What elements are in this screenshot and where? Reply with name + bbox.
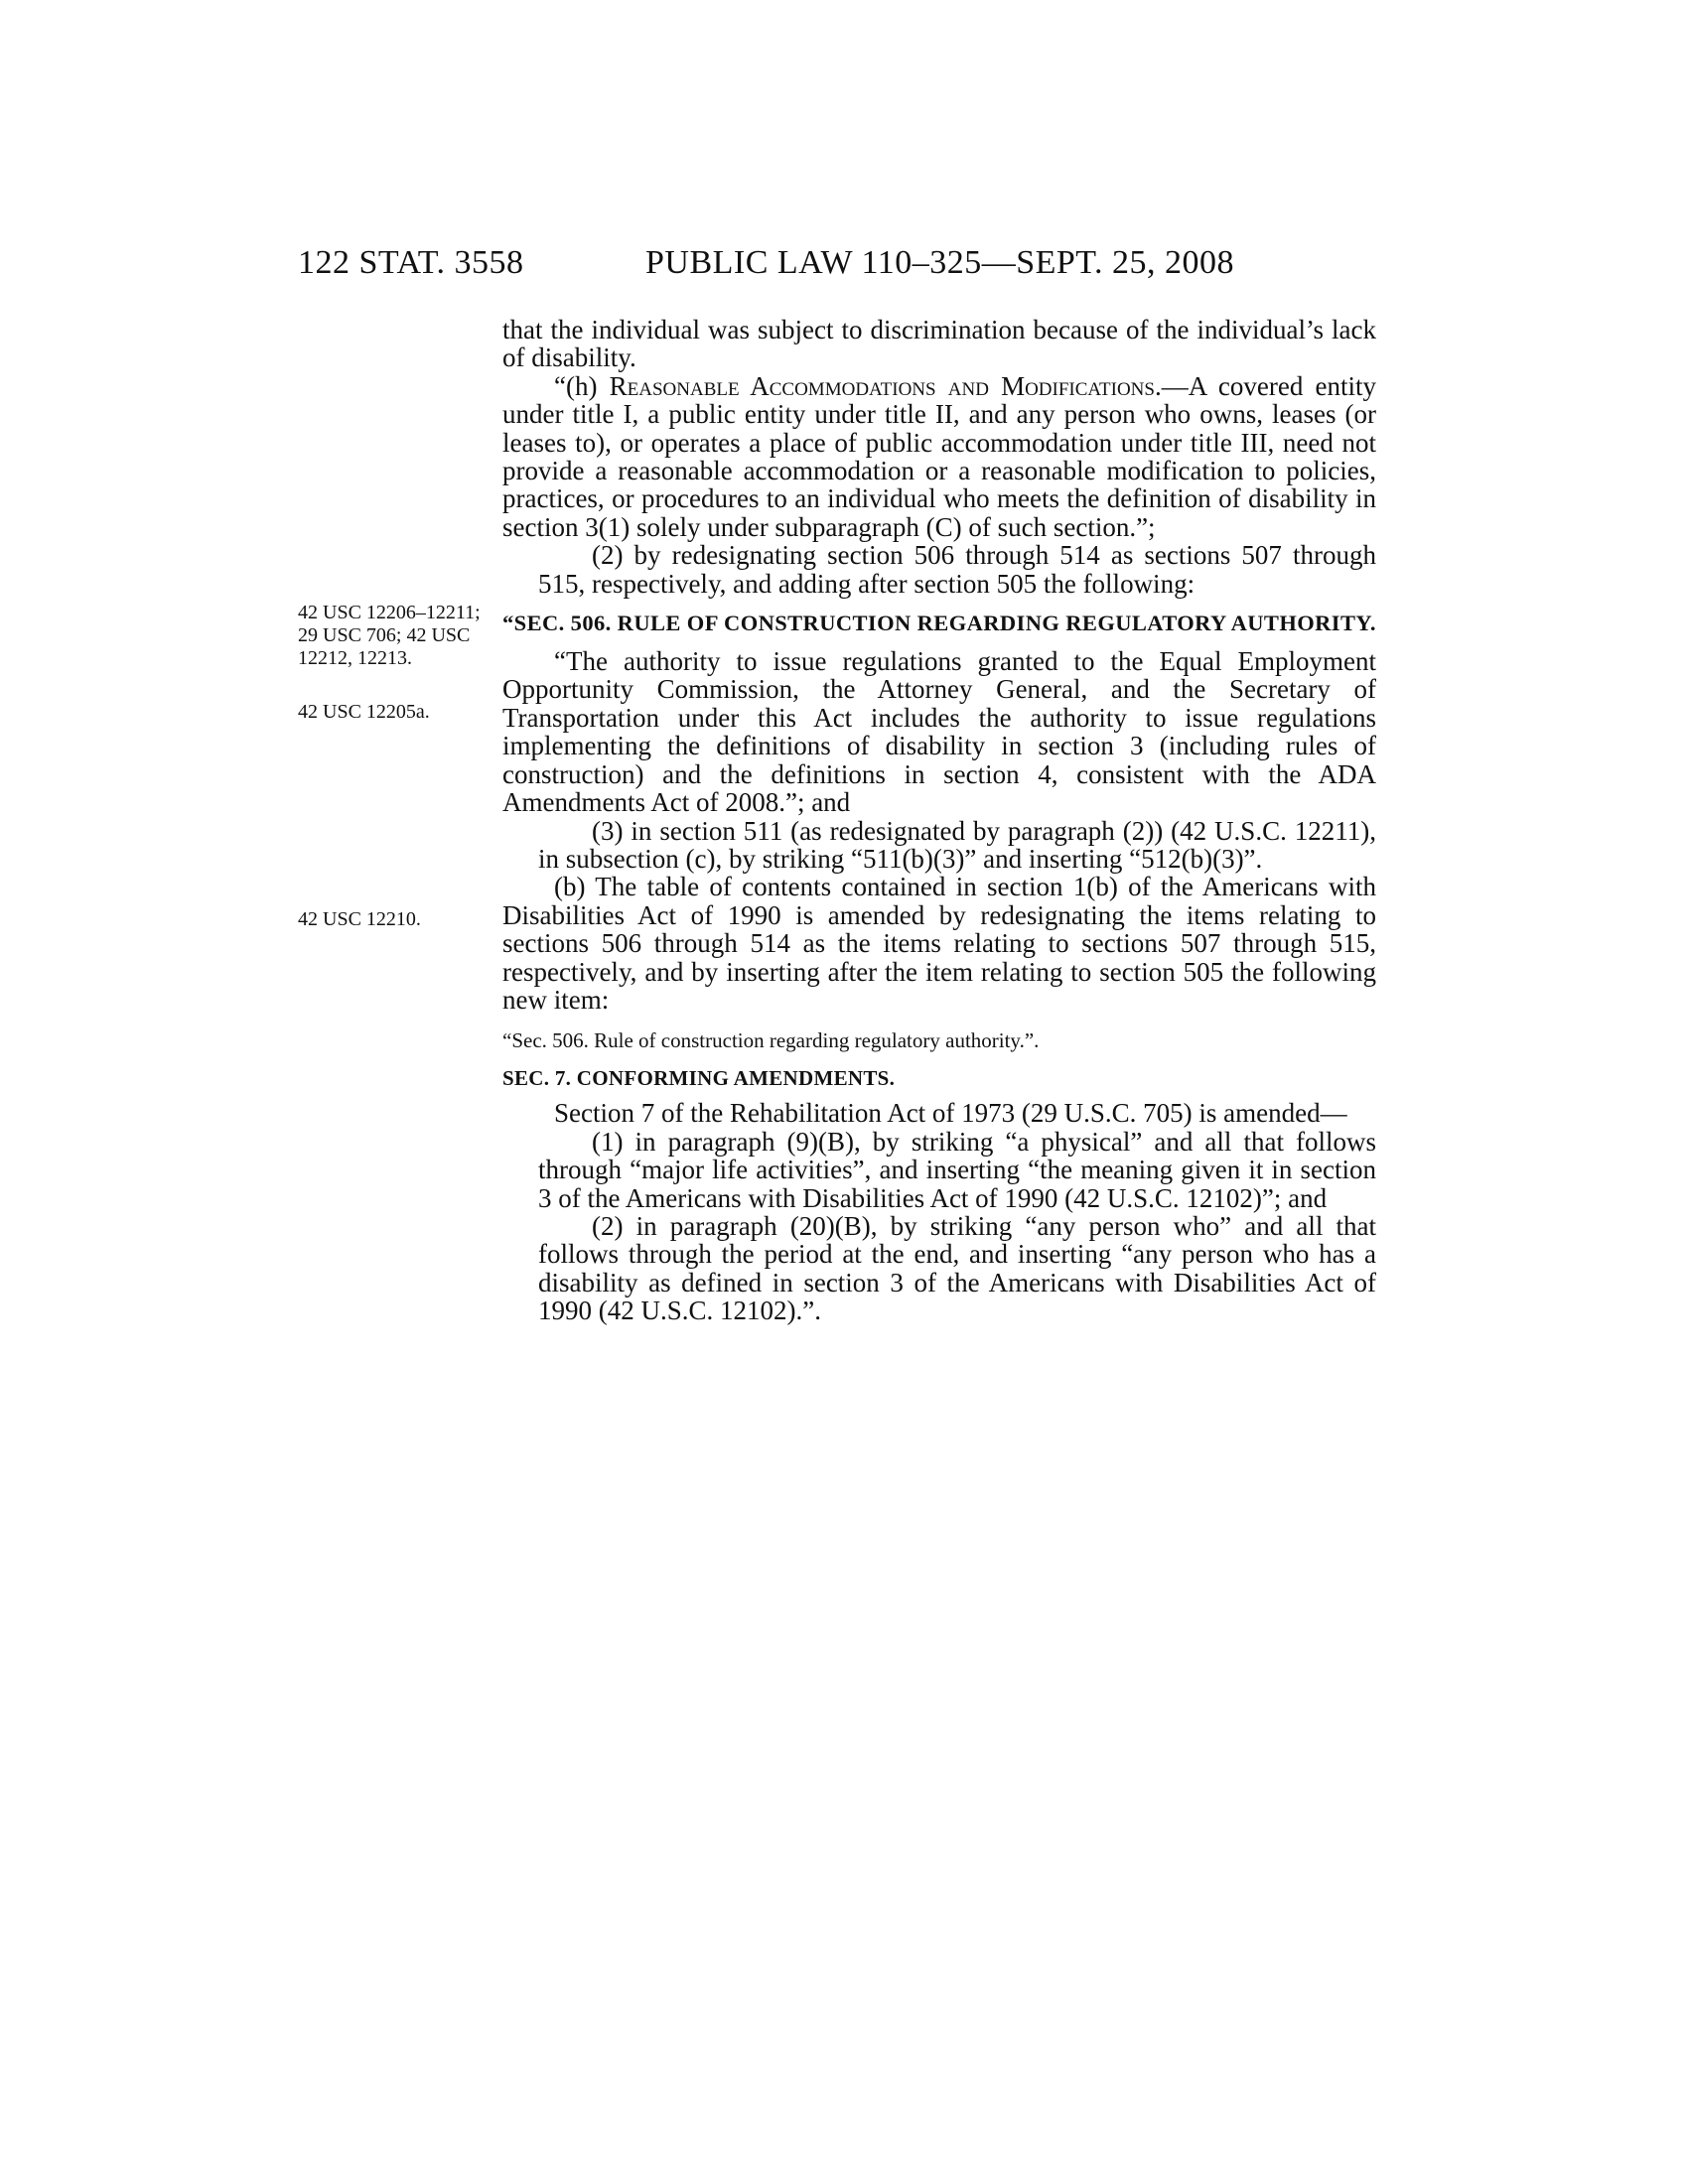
section-7-heading: SEC. 7. CONFORMING AMENDMENTS. xyxy=(502,1066,896,1091)
page-header xyxy=(298,244,1370,294)
margin-note-usc-12206: 42 USC 12206–12211; 29 USC 706; 42 USC 12212, 12213. xyxy=(298,602,481,669)
section-7-item-1: (1) in paragraph (9)(B), by striking “a physical” and all that follows through “major life activities”, and inserting “the meaning given it in section 3 of the Americans with Disabilities Act of 1990 (42 U.S.C. 12102)”; and xyxy=(538,1126,1376,1213)
item-2: (2) by redesignating section 506 through 514 as sections 507 through 515, respectively, and adding after section 505 the following: xyxy=(538,540,1376,599)
paragraph-g-end: that the individual was subject to discrimination because of the individual’s lack of disability. xyxy=(502,315,1376,373)
public-law-title: PUBLIC LAW 110–325—SEPT. 25, 2008 xyxy=(645,244,1235,281)
item-3: (3) in section 511 (as redesignated by paragraph (2)) (42 U.S.C. 12211), in subsection (c), by striking “511(b)(3)” and inserting “512(b)(3)”. xyxy=(538,815,1376,874)
section-506-text: “The authority to issue regulations granted to the Equal Employment Opportunity Commission, the Attorney General, and the Secretary of Transportation under this Act includes the authority to issue regulations implementing the definitions of disability in section 3 (including rules of construction) and the definitions in section 4, consistent with the ADA Amendments Act of 2008.”; and xyxy=(502,646,1376,818)
margin-note-usc-12210: 42 USC 12210. xyxy=(298,908,421,930)
paragraph-b: (b) The table of contents contained in section 1(b) of the Americans with Disabilities Act of 1990 is amended by redesignating the items relating to sections 506 through 514 as the items relating to sections 507 through 515, respectively, and by inserting after the item relating to section 505 the following new item: xyxy=(502,872,1376,1015)
section-7-intro: Section 7 of the Rehabilitation Act of 1973 (29 U.S.C. 705) is amended— xyxy=(554,1098,1347,1129)
section-506-heading: “SEC. 506. RULE OF CONSTRUCTION REGARDING REGULATORY AUTHORITY. xyxy=(502,611,1376,636)
paragraph-h-title: Reasonable Accommodations and Modifications. xyxy=(609,370,1162,401)
toc-item-sec-506: “Sec. 506. Rule of construction regarding regulatory authority.”. xyxy=(502,1028,1040,1053)
paragraph-h-open: “(h) xyxy=(554,370,610,401)
document-body xyxy=(502,316,1376,1325)
paragraph-h xyxy=(502,372,1376,541)
statute-page-number: 122 STAT. 3558 xyxy=(298,244,524,281)
paragraph-h-text: —A covered entity under title I, a public entity under title II, and any person who owns, leases (or leases to), or operates a place of public accommodation under title III, need not provide a reasonable accommodation or a reasonable modification to policies, practices, or procedures to an individual who meets the definition of disability in section 3(1) solely under subparagraph (C) of such section.”; xyxy=(502,370,1376,542)
margin-note-usc-12205a: 42 USC 12205a. xyxy=(298,701,430,723)
section-7-item-2: (2) in paragraph (20)(B), by striking “any person who” and all that follows through the period at the end, and inserting “any person who has a disability as defined in section 3 of the Americans with Disabilities Act of 1990 (42 U.S.C. 12102).”. xyxy=(538,1210,1376,1326)
